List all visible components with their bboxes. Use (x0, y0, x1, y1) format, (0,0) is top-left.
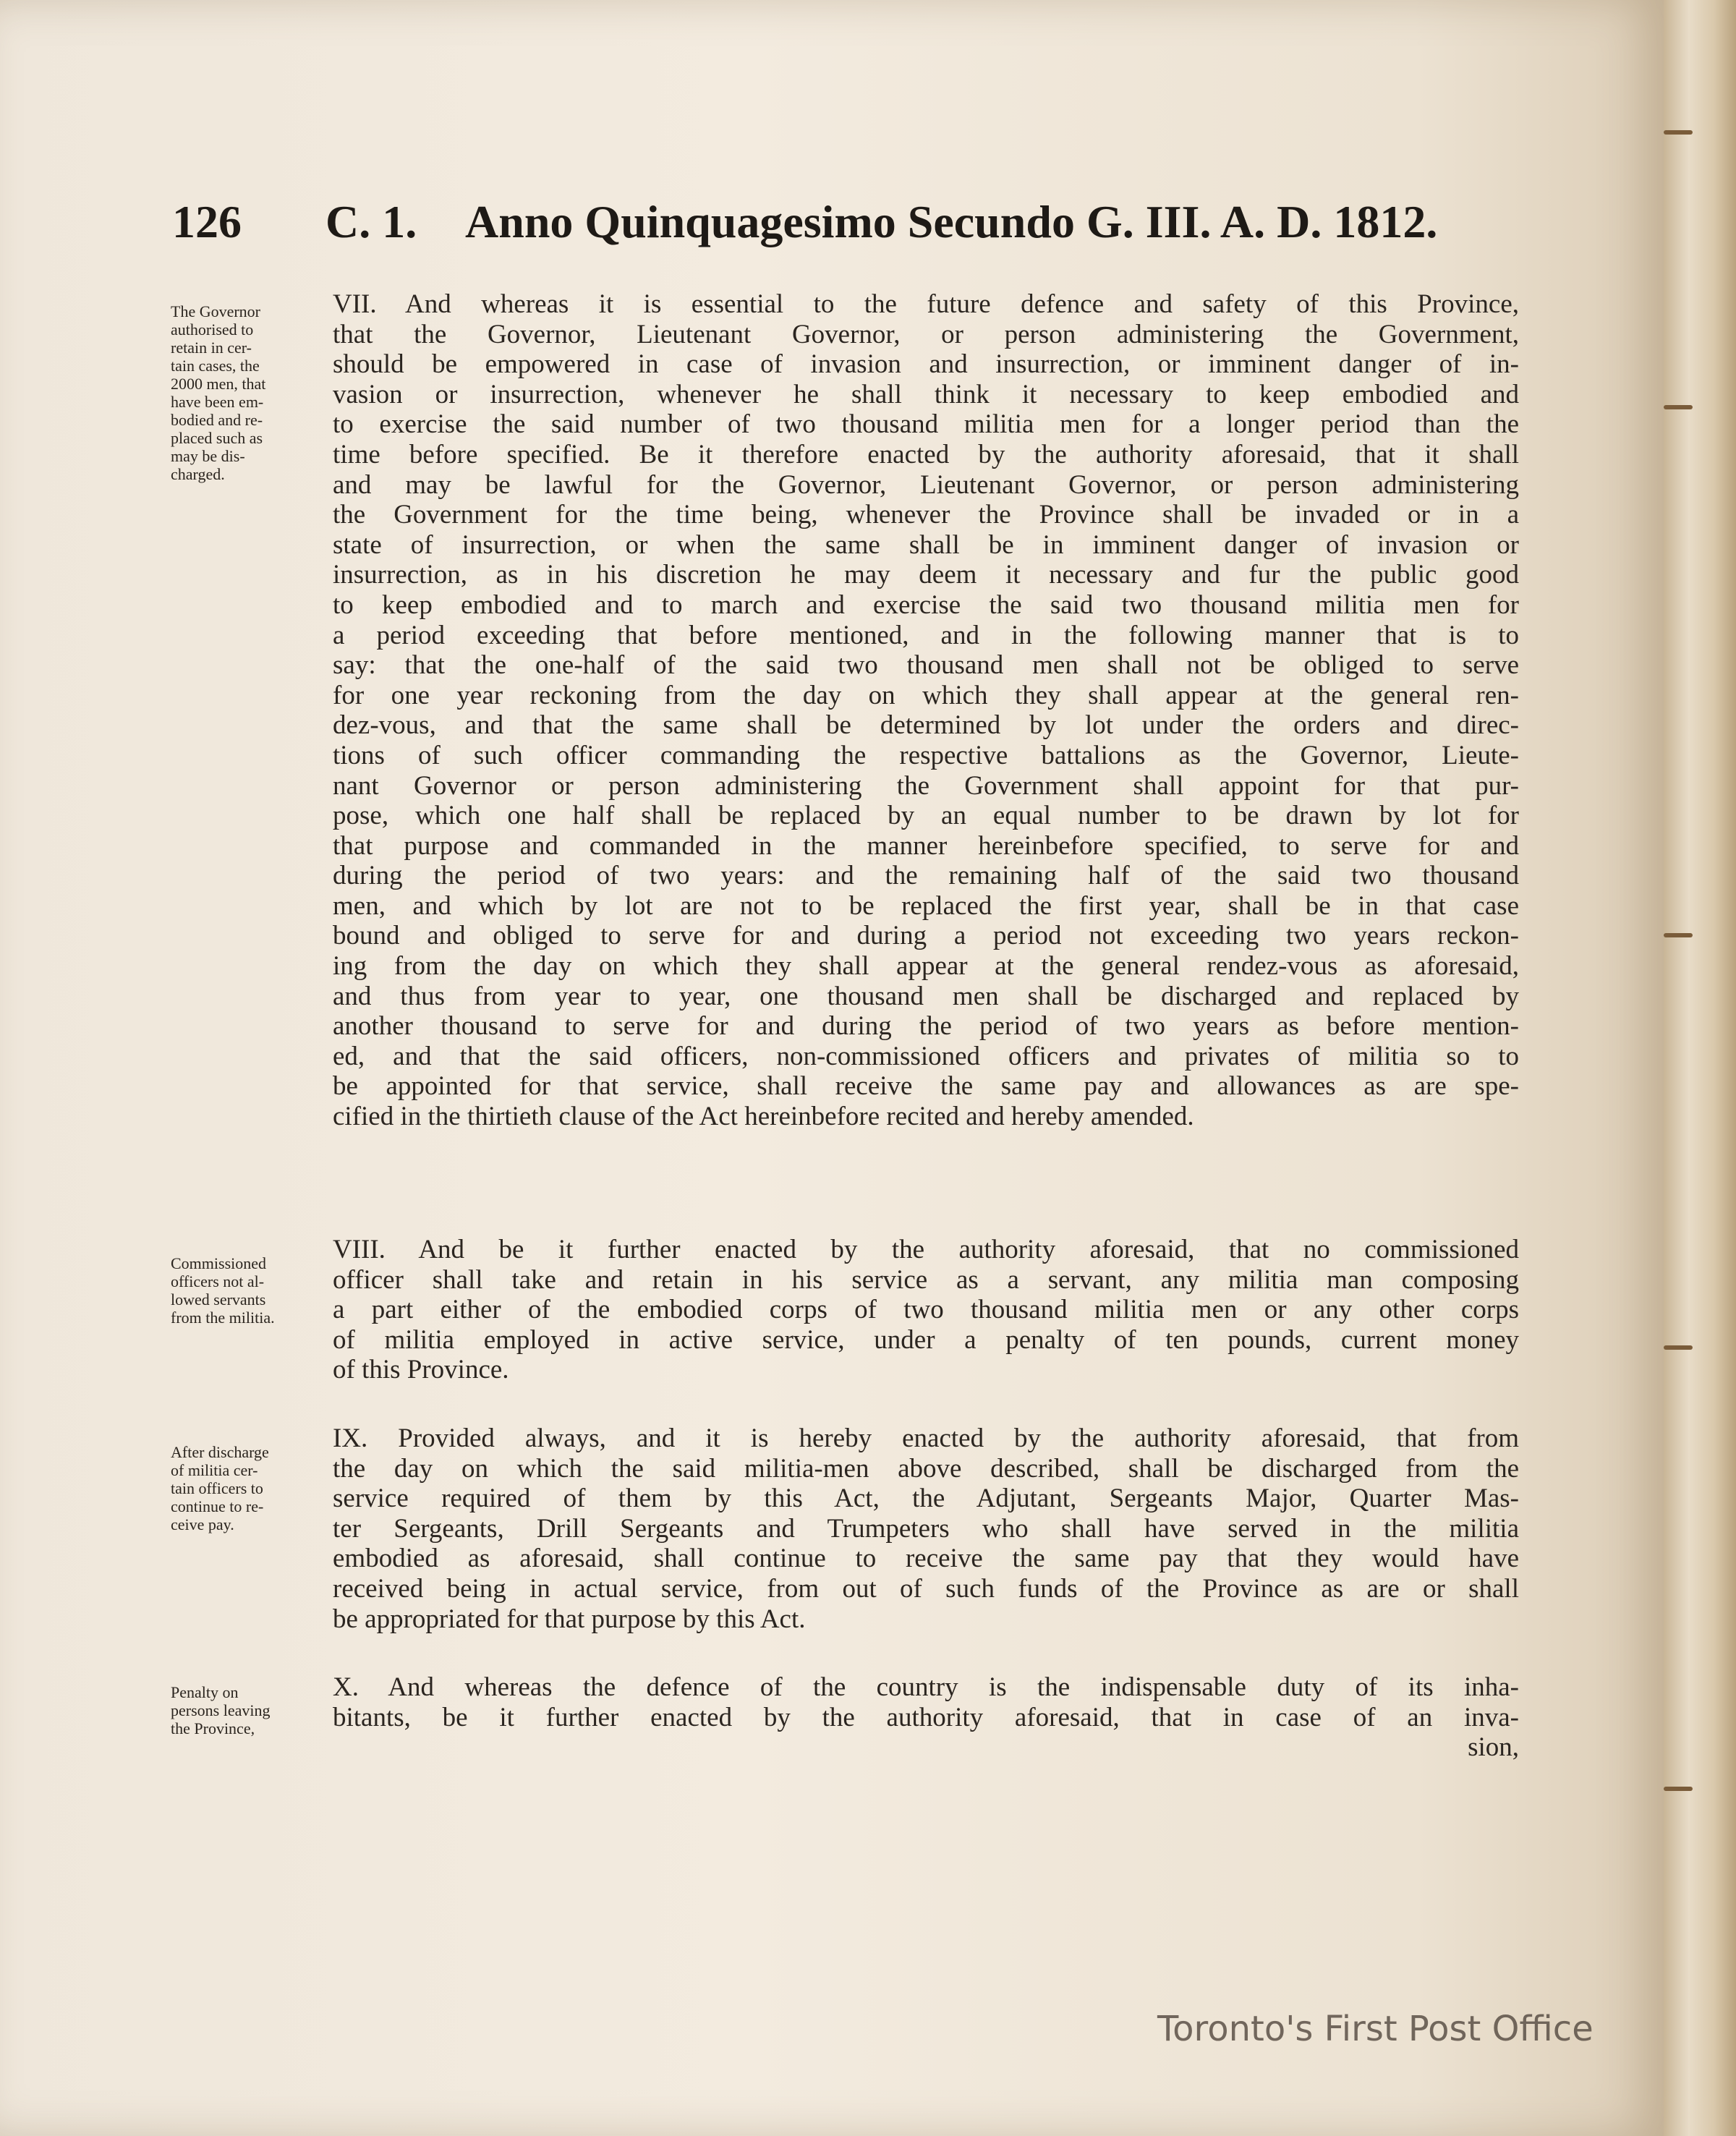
text-line: IX. Provided always, and it is hereby enacted by the authority aforesaid, that from (333, 1424, 1519, 1453)
catchword: sion, (1468, 1732, 1519, 1763)
text-line: during the period of two years: and the remaining half of the said two thousand (333, 861, 1519, 891)
text-line: and may be lawful for the Governor, Lieutenant Governor, or person administering (333, 469, 1519, 500)
text-line: of this Province. (333, 1355, 509, 1385)
margin-note-section-7 (171, 302, 341, 483)
text-line: the day on which the said militia-men above described, shall be discharged from the (333, 1453, 1519, 1484)
text-line: bound and obliged to serve for and during a period not exceeding two years reckon- (333, 921, 1519, 951)
text-line: to keep embodied and to march and exercise the said two thousand militia men for (333, 590, 1519, 620)
section-8-paragraph (333, 1235, 1519, 1385)
binding-stitch (1664, 405, 1693, 409)
margin-note-line: from the militia. (171, 1309, 275, 1327)
margin-note-line: tain officers to (171, 1479, 263, 1497)
section-7-paragraph (333, 289, 1519, 1132)
margin-note-line: the Province, (171, 1719, 255, 1737)
page-edge-stack (1664, 0, 1736, 2136)
text-line: received being in actual service, from out of such funds of the Province as are or shall (333, 1573, 1519, 1604)
text-line: vasion or insurrection, whenever he shall think it necessary to keep embodied and (333, 379, 1519, 409)
text-line: a part either of the embodied corps of two thousand militia men or any other corps (333, 1295, 1519, 1325)
text-line: X. And whereas the defence of the country is the indispensable duty of its inha- (333, 1672, 1519, 1702)
text-line: say: that the one-half of the said two thousand men shall not be obliged to serve (333, 650, 1519, 681)
margin-note-line: After discharge (171, 1443, 269, 1461)
text-line: the Government for the time being, whenever the Province shall be invaded or in a (333, 500, 1519, 530)
text-line: tions of such officer commanding the respective battalions as the Governor, Lieute- (333, 740, 1519, 770)
margin-note-line: Commissioned (171, 1254, 267, 1272)
margin-note-line: ceive pay. (171, 1515, 234, 1533)
margin-note-section-8 (171, 1254, 341, 1327)
margin-note-line: tain cases, the (171, 357, 260, 375)
margin-note-line: may be dis- (171, 447, 245, 465)
text-line: another thousand to serve for and during the period of two years as before mention- (333, 1011, 1519, 1042)
text-line: for one year reckoning from the day on which they shall appear at the general ren- (333, 680, 1519, 710)
text-line: to exercise the said number of two thousand militia men for a longer period than the (333, 409, 1519, 440)
text-line: nant Governor or person administering the Government shall appoint for that pur- (333, 770, 1519, 801)
text-line: service required of them by this Act, the Adjutant, Sergeants Major, Quarter Mas- (333, 1484, 1519, 1514)
margin-note-line: Penalty on (171, 1683, 239, 1701)
margin-note-line: continue to re- (171, 1497, 264, 1515)
text-line: and thus from year to year, one thousand men shall be discharged and replaced by (333, 981, 1519, 1011)
text-line: should be empowered in case of invasion and insurrection, or imminent danger of in- (333, 349, 1519, 380)
margin-note-line: have been em- (171, 393, 264, 411)
text-line: embodied as aforesaid, shall continue to receive the same pay that they would have (333, 1544, 1519, 1574)
margin-note-line: lowed servants (171, 1290, 266, 1309)
text-line: bitants, be it further enacted by the authority aforesaid, that in case of an inva- (333, 1702, 1519, 1732)
text-line: be appointed for that service, shall receive the same pay and allowances as are spe- (333, 1071, 1519, 1102)
margin-note-line: retain in cer- (171, 339, 252, 357)
text-line: pose, which one half shall be replaced by an equal number to be drawn by lot for (333, 801, 1519, 831)
binding-stitch (1664, 1345, 1693, 1350)
text-line: time before specified. Be it therefore enacted by the authority aforesaid, that it shall (333, 439, 1519, 469)
page-number: 126 (172, 196, 242, 247)
text-line: that the Governor, Lieutenant Governor, or person administering the Government, (333, 319, 1519, 349)
margin-note-line: of militia cer- (171, 1461, 258, 1479)
text-line: that purpose and commanded in the manner hereinbefore specified, to serve for and (333, 830, 1519, 861)
text-line: dez-vous, and that the same shall be determined by lot under the orders and direc- (333, 710, 1519, 741)
margin-note-line: charged. (171, 465, 225, 483)
text-line: ed, and that the said officers, non-commissioned officers and privates of militia so to (333, 1041, 1519, 1071)
chapter-number: C. 1. (326, 196, 417, 247)
margin-note-line: The Governor (171, 302, 261, 320)
text-line: VII. And whereas it is essential to the future defence and safety of this Province, (333, 289, 1519, 319)
section-10-paragraph (333, 1672, 1519, 1763)
text-line: ing from the day on which they shall appear at the general rendez-vous as aforesaid, (333, 951, 1519, 982)
text-line: cified in the thirtieth clause of the Act hereinbefore recited and hereby amended. (333, 1102, 1194, 1132)
margin-note-line: 2000 men, that (171, 375, 266, 393)
text-line: men, and which by lot are not to be replaced the first year, shall be in that case (333, 890, 1519, 921)
text-line: state of insurrection, or when the same shall be in imminent danger of invasion or (333, 529, 1519, 560)
margin-note-line: placed such as (171, 429, 263, 447)
text-line: VIII. And be it further enacted by the authority aforesaid, that no commissioned (333, 1235, 1519, 1264)
text-line: of militia employed in active service, under a penalty of ten pounds, current money (333, 1324, 1519, 1355)
margin-note-line: officers not al- (171, 1272, 265, 1290)
watermark-caption: Toronto's First Post Office (1157, 2009, 1594, 2049)
text-line: ter Sergeants, Drill Sergeants and Trumpeters who shall have served in the militia (333, 1513, 1519, 1544)
text-line: officer shall take and retain in his service as a servant, any militia man composing (333, 1264, 1519, 1295)
binding-stitch (1664, 1787, 1693, 1791)
text-line: be appropriated for that purpose by this Act. (333, 1604, 806, 1634)
statute-title: Anno Quinquagesimo Secundo G. III. A. D. 1812. (465, 196, 1438, 247)
margin-note-line: authorised to (171, 320, 254, 339)
text-line: a period exceeding that before mentioned, and in the following manner that is to (333, 620, 1519, 650)
margin-note-line: persons leaving (171, 1701, 271, 1719)
margin-note-section-10 (171, 1683, 341, 1737)
running-header (172, 190, 1496, 255)
binding-stitch (1664, 130, 1693, 135)
text-line: insurrection, as in his discretion he may deem it necessary and fur the public good (333, 560, 1519, 590)
margin-note-section-9 (171, 1443, 341, 1533)
binding-stitch (1664, 933, 1693, 937)
margin-note-line: bodied and re- (171, 411, 263, 429)
section-9-paragraph (333, 1424, 1519, 1634)
